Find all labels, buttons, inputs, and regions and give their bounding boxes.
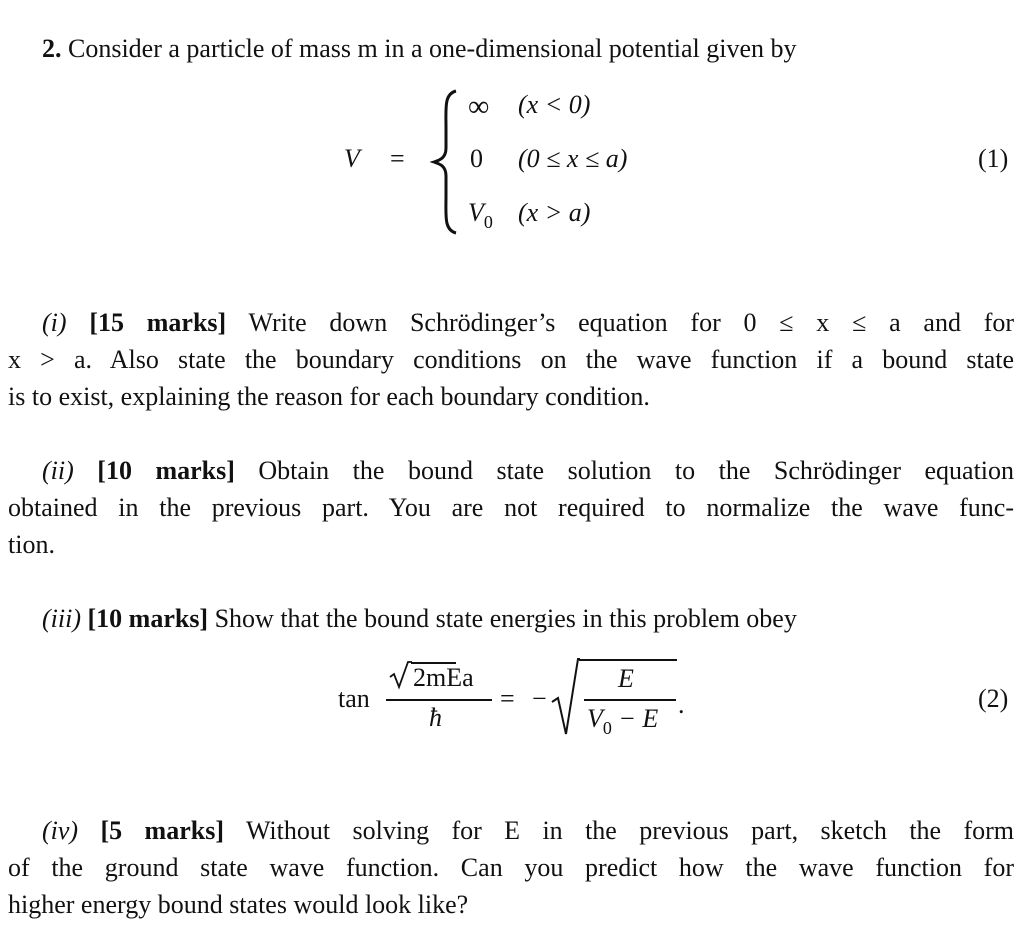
- part-iv-label: (iv): [42, 816, 79, 845]
- part-i-line-1: [42, 308, 1014, 338]
- problem-intro: Consider a particle of mass m in a one-dimensional potential given by: [68, 34, 797, 63]
- part-iii-line-1: [42, 604, 797, 634]
- part-iii-text-1: Show that the bound state energies in this problem obey: [214, 604, 797, 633]
- part-i-line-3: is to exist, explaining the reason for each boundary condition.: [8, 382, 650, 411]
- part-ii-line-1: [42, 456, 1014, 486]
- problem-intro-line: [42, 34, 797, 64]
- part-iii-marks: [10 marks]: [87, 604, 209, 633]
- fraction-numerator: 2mEa: [413, 663, 474, 692]
- left-brace-icon: [430, 88, 462, 236]
- part-ii-text-1: Obtain the bound state solution to the Schrödinger equation: [258, 456, 1015, 485]
- equation-2-equals: =: [500, 684, 515, 713]
- fraction-denominator: ħ: [429, 703, 442, 732]
- root-denominator: $V_0 - E$: [587, 704, 659, 738]
- part-iii-label: (iii): [42, 604, 81, 633]
- equation-2-number: (2): [978, 684, 1009, 713]
- case-3-value: $V_0$: [468, 198, 493, 232]
- part-i-text-1: Write down Schrödinger’s equation for 0 ≤ x ≤ a and for: [248, 308, 1015, 337]
- sqrt-large-icon: [550, 656, 580, 736]
- part-i-marks: [15 marks]: [89, 308, 227, 337]
- equation-1-number: (1): [978, 144, 1009, 173]
- potential-equals: =: [390, 144, 405, 173]
- part-ii-line-2: obtained in the previous part. You are not required to normalize the wave func-: [8, 493, 1014, 522]
- equation-2-minus: −: [532, 684, 547, 713]
- equation-2-period: .: [678, 690, 685, 719]
- problem-number: 2.: [42, 34, 62, 63]
- case-2-value: 0: [470, 144, 483, 173]
- part-ii-line-3: tion.: [8, 530, 55, 559]
- sqrt-large-bar: [579, 659, 677, 661]
- part-iv-text-1: Without solving for E in the previous part, sketch the form: [245, 816, 1015, 845]
- potential-lhs: V: [344, 144, 360, 173]
- part-iv-line-2: of the ground state wave function. Can you predict how the wave function for: [8, 853, 1014, 882]
- part-ii-marks: [10 marks]: [97, 456, 235, 485]
- case-2-condition: (0 ≤ x ≤ a): [518, 144, 628, 173]
- part-i-line-2: x > a. Also state the boundary conditions on the wave function if a bound state: [8, 345, 1014, 374]
- case-3-condition: (x > a): [518, 198, 591, 227]
- case-1-value: ∞: [468, 90, 490, 123]
- root-numerator: E: [618, 664, 634, 693]
- fraction-bar-1: [386, 699, 492, 701]
- part-iv-marks: [5 marks]: [100, 816, 224, 845]
- part-i-label: (i): [42, 308, 67, 337]
- fraction-bar-2: [584, 699, 676, 701]
- part-ii-label: (ii): [42, 456, 74, 485]
- part-iv-line-1: [42, 816, 1014, 846]
- part-iv-line-3: higher energy bound states would look like?: [8, 890, 469, 919]
- tan-function: tan: [338, 684, 370, 713]
- case-1-condition: (x < 0): [518, 90, 591, 119]
- sqrt-small-icon: [388, 660, 412, 690]
